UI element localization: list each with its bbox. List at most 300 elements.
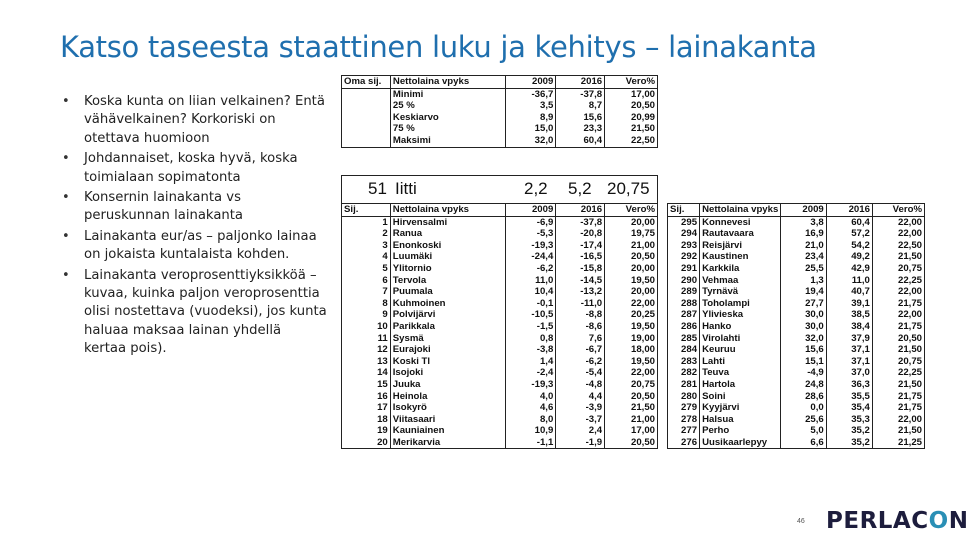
column-header: 2009 (505, 76, 556, 89)
table-cell: Kauniainen (390, 425, 505, 437)
table-cell: 25,6 (781, 414, 826, 426)
table-cell: 20,75 (605, 379, 658, 391)
table-row (342, 414, 658, 426)
column-header: Vero% (872, 204, 924, 217)
table-row (668, 309, 925, 321)
table-row (342, 425, 658, 437)
table-cell: 10,9 (505, 425, 556, 437)
table-cell: 60,4 (826, 216, 872, 228)
table-cell: 24,8 (781, 379, 826, 391)
table-cell: -24,4 (505, 251, 556, 263)
table-cell: 283 (668, 356, 700, 368)
table-cell: 15,6 (781, 344, 826, 356)
table-cell: 21,50 (872, 251, 924, 263)
table-cell: Kyyjärvi (700, 402, 781, 414)
bullet-item: • Lainakanta veroprosenttiyksikköä – kuvaa, kuinka paljon veroprosenttia olisi nostettava (vuodeksi), jos kunta haluaa maksaa lainan yhdellä kertaa pois). (62, 267, 327, 357)
table-cell: 21,75 (872, 298, 924, 310)
table-cell: Koski Tl (390, 356, 505, 368)
table-cell: 20,50 (605, 251, 658, 263)
table-cell: 40,7 (826, 286, 872, 298)
table-cell: Hirvensalmi (390, 216, 505, 228)
table-cell: 27,7 (781, 298, 826, 310)
summary-rank: 51 (368, 179, 387, 198)
table-cell: 6 (342, 275, 391, 287)
table-row (668, 286, 925, 298)
table-cell: 281 (668, 379, 700, 391)
perlacon-logo: PERLACON (826, 508, 968, 534)
column-header: Vero% (605, 76, 658, 89)
table-cell: Ranua (390, 228, 505, 240)
table-cell: 277 (668, 425, 700, 437)
table-cell: 30,0 (781, 309, 826, 321)
table-cell: 22,00 (872, 216, 924, 228)
table-row (668, 414, 925, 426)
table-row (342, 88, 658, 100)
table-cell: 18 (342, 414, 391, 426)
column-header: 2016 (556, 76, 605, 89)
table-cell: 21,50 (872, 344, 924, 356)
table-row (668, 263, 925, 275)
table-cell: -5,4 (556, 367, 605, 379)
table-row (342, 309, 658, 321)
table-cell: 57,2 (826, 228, 872, 240)
table-cell: -3,7 (556, 414, 605, 426)
table-cell: 7 (342, 286, 391, 298)
table-cell: 21,50 (605, 123, 658, 135)
table-cell: 22,00 (605, 298, 658, 310)
table-cell: 280 (668, 391, 700, 403)
table-cell: 15,6 (556, 112, 605, 124)
column-header: 2016 (556, 204, 605, 217)
table-cell: 292 (668, 251, 700, 263)
table-cell: Teuva (700, 367, 781, 379)
table-cell: 35,2 (826, 425, 872, 437)
column-header: 2009 (505, 204, 556, 217)
table-row (668, 344, 925, 356)
table-cell: 1 (342, 216, 391, 228)
table-cell: 19,50 (605, 275, 658, 287)
table-cell: 30,0 (781, 321, 826, 333)
table-cell: 3 (342, 240, 391, 252)
table-cell: 21,25 (872, 437, 924, 449)
table-cell: 8,9 (505, 112, 556, 124)
table-cell: Eurajoki (390, 344, 505, 356)
table-cell: -3,8 (505, 344, 556, 356)
table-cell: -1,1 (505, 437, 556, 449)
table-cell: -8,6 (556, 321, 605, 333)
summary-name: Iitti (395, 179, 417, 198)
table-cell: 17,00 (605, 88, 658, 100)
table-cell: 276 (668, 437, 700, 449)
table-row (668, 240, 925, 252)
table-cell: Rautavaara (700, 228, 781, 240)
bullet-list (62, 93, 327, 361)
table-cell: 19,50 (605, 356, 658, 368)
table-cell: -8,8 (556, 309, 605, 321)
table-cell: 19,00 (605, 333, 658, 345)
table-cell: 290 (668, 275, 700, 287)
table-cell: -6,7 (556, 344, 605, 356)
table-row (342, 275, 658, 287)
table-cell: Viitasaari (390, 414, 505, 426)
table-cell: Isokyrö (390, 402, 505, 414)
table-cell: 49,2 (826, 251, 872, 263)
table-cell: 42,9 (826, 263, 872, 275)
table-cell: -0,1 (505, 298, 556, 310)
table-cell: Juuka (390, 379, 505, 391)
table-cell: 21,50 (872, 425, 924, 437)
table-cell: 12 (342, 344, 391, 356)
table-cell: 22,50 (605, 135, 658, 147)
table-row (342, 251, 658, 263)
table-cell: 35,4 (826, 402, 872, 414)
table-cell: Soini (700, 391, 781, 403)
table-cell: 38,5 (826, 309, 872, 321)
summary-row (341, 175, 658, 204)
table-cell: 22,00 (872, 309, 924, 321)
table-cell (342, 112, 391, 124)
table-cell: -1,9 (556, 437, 605, 449)
table-cell: 39,1 (826, 298, 872, 310)
table-cell: 38,4 (826, 321, 872, 333)
table-cell: 22,50 (872, 240, 924, 252)
table-row (342, 356, 658, 368)
table-cell: 17 (342, 402, 391, 414)
table-cell: Polvijärvi (390, 309, 505, 321)
table-cell: -1,5 (505, 321, 556, 333)
table-cell: 291 (668, 263, 700, 275)
table-cell: Reisjärvi (700, 240, 781, 252)
table-cell: 75 % (390, 123, 505, 135)
table-cell: Konnevesi (700, 216, 781, 228)
table-cell: 19,75 (605, 228, 658, 240)
table-cell: 20,00 (605, 263, 658, 275)
table-cell: 35,2 (826, 437, 872, 449)
table-cell: Kuhmoinen (390, 298, 505, 310)
table-cell: 60,4 (556, 135, 605, 147)
table-cell: 23,3 (556, 123, 605, 135)
page-title: Katso taseesta staattinen luku ja kehitys – lainakanta (60, 30, 817, 64)
table-cell: -37,8 (556, 216, 605, 228)
table-cell: Minimi (390, 88, 505, 100)
table-cell: 20,50 (605, 100, 658, 112)
table-row (668, 402, 925, 414)
bullet-item: • Konsernin lainakanta vs peruskunnan lainakanta (62, 190, 244, 224)
table-cell: -36,7 (505, 88, 556, 100)
table-cell: 32,0 (505, 135, 556, 147)
table-row (342, 286, 658, 298)
summary-vero: 20,75 (607, 179, 650, 198)
table-cell: 37,9 (826, 333, 872, 345)
table-cell: 285 (668, 333, 700, 345)
table-cell: 16 (342, 391, 391, 403)
table-cell: 22,00 (605, 367, 658, 379)
table-cell: Merikarvia (390, 437, 505, 449)
table-cell: -2,4 (505, 367, 556, 379)
table-cell: 1,3 (781, 275, 826, 287)
summary-2009: 2,2 (524, 179, 548, 198)
table-cell: 10,4 (505, 286, 556, 298)
table-cell: 3,5 (505, 100, 556, 112)
table-cell: 20,25 (605, 309, 658, 321)
table-cell: -19,3 (505, 240, 556, 252)
table-cell: Tyrnävä (700, 286, 781, 298)
table-cell: 22,00 (872, 414, 924, 426)
table-row (668, 251, 925, 263)
table-cell: 19,50 (605, 321, 658, 333)
table-cell: Karkkila (700, 263, 781, 275)
table-cell: Enonkoski (390, 240, 505, 252)
column-header: Nettolaina vpyks (390, 204, 505, 217)
table-row (668, 298, 925, 310)
table-cell: 19,4 (781, 286, 826, 298)
table-cell: 13 (342, 356, 391, 368)
table-cell (342, 135, 391, 147)
table-cell: 288 (668, 298, 700, 310)
table-cell: 21,0 (781, 240, 826, 252)
table-cell: 21,50 (872, 379, 924, 391)
summary-2016: 5,2 (568, 179, 592, 198)
table-cell: Kaustinen (700, 251, 781, 263)
table-cell: 1,4 (505, 356, 556, 368)
table-cell (342, 88, 391, 100)
table-cell: 21,75 (872, 321, 924, 333)
column-header: Oma sij. (342, 76, 391, 89)
table-cell: -5,3 (505, 228, 556, 240)
table-cell: 9 (342, 309, 391, 321)
table-cell: Toholampi (700, 298, 781, 310)
table-row (668, 356, 925, 368)
table-cell: 11,0 (826, 275, 872, 287)
table-cell: 36,3 (826, 379, 872, 391)
table-cell: -6,2 (556, 356, 605, 368)
stats-table (341, 75, 658, 148)
table-cell (342, 123, 391, 135)
table-cell: -19,3 (505, 379, 556, 391)
table-cell: 2 (342, 228, 391, 240)
table-cell: 286 (668, 321, 700, 333)
table-cell: 289 (668, 286, 700, 298)
table-cell: 4,4 (556, 391, 605, 403)
table-cell: Perho (700, 425, 781, 437)
table-row (342, 112, 658, 124)
table-row (668, 275, 925, 287)
table-cell: Heinola (390, 391, 505, 403)
table-row (342, 333, 658, 345)
table-cell: Keskiarvo (390, 112, 505, 124)
table-row (342, 240, 658, 252)
table-cell: Sysmä (390, 333, 505, 345)
table-cell: 19 (342, 425, 391, 437)
table-cell: 8,0 (505, 414, 556, 426)
table-cell: Tervola (390, 275, 505, 287)
table-row (342, 228, 658, 240)
table-cell: 0,0 (781, 402, 826, 414)
table-cell: -4,9 (781, 367, 826, 379)
bottom-ranking-table (341, 203, 658, 449)
bullet-item: • Johdannaiset, koska hyvä, koska toimialaan sopimatonta (62, 151, 298, 185)
table-row (342, 135, 658, 147)
table-cell: 21,50 (605, 402, 658, 414)
table-cell: 22,25 (872, 275, 924, 287)
table-cell: 4,0 (505, 391, 556, 403)
table-cell: 11 (342, 333, 391, 345)
table-cell: 279 (668, 402, 700, 414)
table-cell: 8,7 (556, 100, 605, 112)
table-row (668, 321, 925, 333)
table-cell: 8 (342, 298, 391, 310)
column-header: Vero% (605, 204, 658, 217)
table-cell: -17,4 (556, 240, 605, 252)
table-cell: Ylitornio (390, 263, 505, 275)
table-cell: Vehmaa (700, 275, 781, 287)
table-cell: 4 (342, 251, 391, 263)
table-cell: 25 % (390, 100, 505, 112)
table-cell: 0,8 (505, 333, 556, 345)
table-row (342, 391, 658, 403)
table-row (342, 344, 658, 356)
table-cell: -3,9 (556, 402, 605, 414)
bullet-item: • Koska kunta on liian velkainen? Entä vähävelkainen? Korkoriski on otettava huomioon (62, 94, 325, 146)
table-cell: Virolahti (700, 333, 781, 345)
column-header: Nettolaina vpyks (700, 204, 781, 217)
table-cell: 4,6 (505, 402, 556, 414)
table-cell: 295 (668, 216, 700, 228)
table-cell: -20,8 (556, 228, 605, 240)
table-cell: 54,2 (826, 240, 872, 252)
table-cell: -16,5 (556, 251, 605, 263)
table-cell: 16,9 (781, 228, 826, 240)
table-cell: Luumäki (390, 251, 505, 263)
table-cell: 35,3 (826, 414, 872, 426)
table-cell: 20 (342, 437, 391, 449)
table-cell: Maksimi (390, 135, 505, 147)
table-cell: 15 (342, 379, 391, 391)
table-cell: 14 (342, 367, 391, 379)
table-row (342, 298, 658, 310)
table-cell: 20,99 (605, 112, 658, 124)
table-row (668, 367, 925, 379)
table-cell: -6,9 (505, 216, 556, 228)
table-cell: 23,4 (781, 251, 826, 263)
column-header: 2016 (826, 204, 872, 217)
table-cell: 20,75 (872, 356, 924, 368)
column-header: Nettolaina vpyks (390, 76, 505, 89)
table-cell: 5,0 (781, 425, 826, 437)
table-cell: 21,00 (605, 240, 658, 252)
table-cell: 294 (668, 228, 700, 240)
table-cell: Lahti (700, 356, 781, 368)
table-row (668, 216, 925, 228)
table-row (342, 263, 658, 275)
table-header-row (668, 204, 925, 217)
table-row (668, 437, 925, 449)
table-cell: 22,00 (872, 286, 924, 298)
table-cell: Hartola (700, 379, 781, 391)
table-cell: 282 (668, 367, 700, 379)
table-cell: 2,4 (556, 425, 605, 437)
table-cell: -10,5 (505, 309, 556, 321)
column-header: 2009 (781, 204, 826, 217)
table-cell: Halsua (700, 414, 781, 426)
bullet-item: • Lainakanta eur/as – paljonko lainaa on jokaista kuntalaista kohden. (62, 228, 317, 263)
top-ranking-table (667, 203, 925, 449)
table-cell: -15,8 (556, 263, 605, 275)
table-row (342, 321, 658, 333)
table-cell: 15,1 (781, 356, 826, 368)
table-row (668, 379, 925, 391)
table-cell: 10 (342, 321, 391, 333)
table-cell: -11,0 (556, 298, 605, 310)
table-row (342, 402, 658, 414)
table-cell: 35,5 (826, 391, 872, 403)
table-cell: 22,25 (872, 367, 924, 379)
table-row (342, 216, 658, 228)
table-cell: 17,00 (605, 425, 658, 437)
table-header-row (342, 204, 658, 217)
table-cell: 20,50 (872, 333, 924, 345)
table-cell: Keuruu (700, 344, 781, 356)
table-cell: 22,00 (872, 228, 924, 240)
page-number: 46 (797, 518, 805, 525)
table-cell: 21,00 (605, 414, 658, 426)
table-cell (342, 100, 391, 112)
table-cell: 18,00 (605, 344, 658, 356)
table-cell: -37,8 (556, 88, 605, 100)
table-cell: 7,6 (556, 333, 605, 345)
table-row (668, 333, 925, 345)
table-cell: 284 (668, 344, 700, 356)
table-cell: Ylivieska (700, 309, 781, 321)
table-cell: Parikkala (390, 321, 505, 333)
table-cell: 11,0 (505, 275, 556, 287)
table-row (342, 123, 658, 135)
table-row (668, 228, 925, 240)
table-cell: 20,75 (872, 263, 924, 275)
table-cell: 25,5 (781, 263, 826, 275)
table-cell: 21,75 (872, 391, 924, 403)
table-cell: 20,00 (605, 286, 658, 298)
table-cell: 15,0 (505, 123, 556, 135)
table-cell: 20,50 (605, 391, 658, 403)
table-cell: 293 (668, 240, 700, 252)
table-cell: 20,50 (605, 437, 658, 449)
table-cell: -4,8 (556, 379, 605, 391)
table-cell: Isojoki (390, 367, 505, 379)
table-row (342, 379, 658, 391)
table-cell: 21,75 (872, 402, 924, 414)
table-row (668, 391, 925, 403)
table-cell: 3,8 (781, 216, 826, 228)
table-cell: 37,0 (826, 367, 872, 379)
table-cell: 287 (668, 309, 700, 321)
column-header: Sij. (668, 204, 700, 217)
table-cell: 37,1 (826, 344, 872, 356)
table-cell: 6,6 (781, 437, 826, 449)
table-cell: Puumala (390, 286, 505, 298)
table-row (342, 437, 658, 449)
table-cell: 28,6 (781, 391, 826, 403)
table-cell: 5 (342, 263, 391, 275)
table-cell: -6,2 (505, 263, 556, 275)
table-cell: 278 (668, 414, 700, 426)
table-row (342, 100, 658, 112)
table-cell: -14,5 (556, 275, 605, 287)
table-header-row (342, 76, 658, 89)
column-header: Sij. (342, 204, 391, 217)
table-cell: Hanko (700, 321, 781, 333)
table-cell: 20,00 (605, 216, 658, 228)
